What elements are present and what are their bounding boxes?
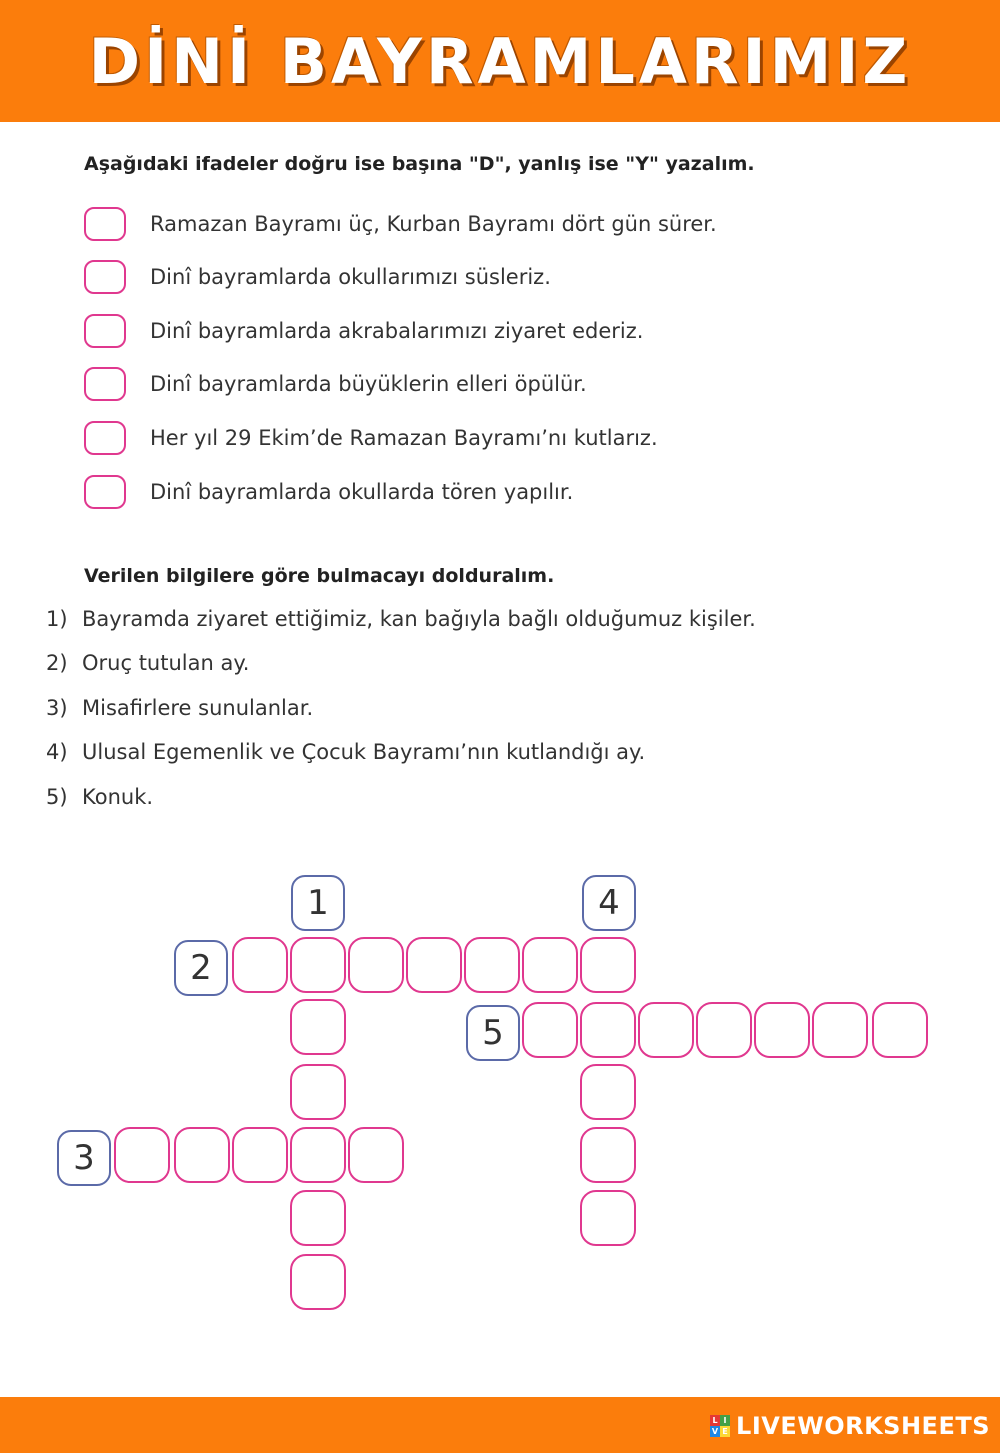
crossword-cell[interactable] [232, 1127, 288, 1183]
crossword-number-3: 3 [57, 1130, 111, 1186]
answer-box[interactable] [84, 475, 126, 509]
clue-number: 2) [46, 651, 68, 675]
clue-item [46, 785, 153, 809]
statement-text: Dinî bayramlarda okullarda tören yapılır. [150, 480, 574, 504]
clue-item [46, 651, 249, 675]
clue-text: Oruç tutulan ay. [82, 651, 250, 675]
crossword-cell[interactable] [638, 1002, 694, 1058]
crossword-cell[interactable] [696, 1002, 752, 1058]
clue-item [46, 740, 645, 764]
liveworksheets-logo [710, 1412, 990, 1440]
clue-item [46, 696, 313, 720]
crossword-number-4: 4 [582, 875, 636, 931]
crossword-cell[interactable] [290, 999, 346, 1055]
statement-row [84, 472, 573, 512]
crossword-cell[interactable] [290, 1127, 346, 1183]
statement-text: Dinî bayramlarda okullarımızı süsleriz. [150, 265, 551, 289]
logo-tile: E [720, 1426, 730, 1437]
crossword-instruction: Verilen bilgilere göre bulmacayı dolduralım. [84, 565, 555, 587]
crossword-cell[interactable] [290, 1190, 346, 1246]
crossword-cell[interactable] [754, 1002, 810, 1058]
crossword-cell[interactable] [464, 937, 520, 993]
clue-text: Misafirlere sunulanlar. [82, 696, 314, 720]
crossword-cell[interactable] [290, 1064, 346, 1120]
statement-row [84, 418, 658, 458]
logo-tile: I [720, 1415, 730, 1426]
clue-number: 5) [46, 785, 68, 809]
statement-row [84, 257, 551, 297]
statement-row [84, 311, 643, 351]
answer-box[interactable] [84, 367, 126, 401]
clue-text: Bayramda ziyaret ettiğimiz, kan bağıyla bağlı olduğumuz kişiler. [82, 607, 756, 631]
crossword-number-2: 2 [174, 940, 228, 996]
answer-box[interactable] [84, 260, 126, 294]
crossword-cell[interactable] [522, 937, 578, 993]
clue-number: 4) [46, 740, 68, 764]
crossword-cell[interactable] [580, 1002, 636, 1058]
crossword-cell[interactable] [872, 1002, 928, 1058]
statement-text: Dinî bayramlarda akrabalarımızı ziyaret ederiz. [150, 319, 644, 343]
crossword-cell[interactable] [406, 937, 462, 993]
liveworksheets-icon [710, 1415, 730, 1437]
statement-row [84, 204, 717, 244]
crossword-cell[interactable] [522, 1002, 578, 1058]
page-title: DİNİ BAYRAMLARIMIZ [88, 24, 912, 98]
crossword-cell[interactable] [580, 1064, 636, 1120]
statement-text: Dinî bayramlarda büyüklerin elleri öpülür. [150, 372, 587, 396]
crossword-cell[interactable] [114, 1127, 170, 1183]
crossword-cell[interactable] [580, 1127, 636, 1183]
crossword-cell[interactable] [290, 1254, 346, 1310]
crossword-number-5: 5 [466, 1005, 520, 1061]
logo-tile: L [710, 1415, 720, 1426]
clue-number: 1) [46, 607, 68, 631]
answer-box[interactable] [84, 207, 126, 241]
clue-item [46, 607, 756, 631]
true-false-instruction: Aşağıdaki ifadeler doğru ise başına "D", yanlış ise "Y" yazalım. [84, 153, 755, 175]
crossword-cell[interactable] [580, 1190, 636, 1246]
crossword-cell[interactable] [580, 937, 636, 993]
crossword-cell[interactable] [348, 1127, 404, 1183]
crossword-cell[interactable] [232, 937, 288, 993]
crossword-cell[interactable] [290, 937, 346, 993]
clue-text: Konuk. [82, 785, 154, 809]
clue-number: 3) [46, 696, 68, 720]
clue-text: Ulusal Egemenlik ve Çocuk Bayramı’nın kutlandığı ay. [82, 740, 646, 764]
answer-box[interactable] [84, 421, 126, 455]
statement-row [84, 364, 587, 404]
logo-tile: V [711, 1427, 719, 1436]
brand-name: LIVEWORKSHEETS [736, 1412, 990, 1440]
answer-box[interactable] [84, 314, 126, 348]
statement-text: Ramazan Bayramı üç, Kurban Bayramı dört gün sürer. [150, 212, 717, 236]
statement-text: Her yıl 29 Ekim’de Ramazan Bayramı’nı kutlarız. [150, 426, 658, 450]
crossword-cell[interactable] [174, 1127, 230, 1183]
crossword-cell[interactable] [812, 1002, 868, 1058]
crossword-cell[interactable] [348, 937, 404, 993]
crossword-number-1: 1 [291, 875, 345, 931]
